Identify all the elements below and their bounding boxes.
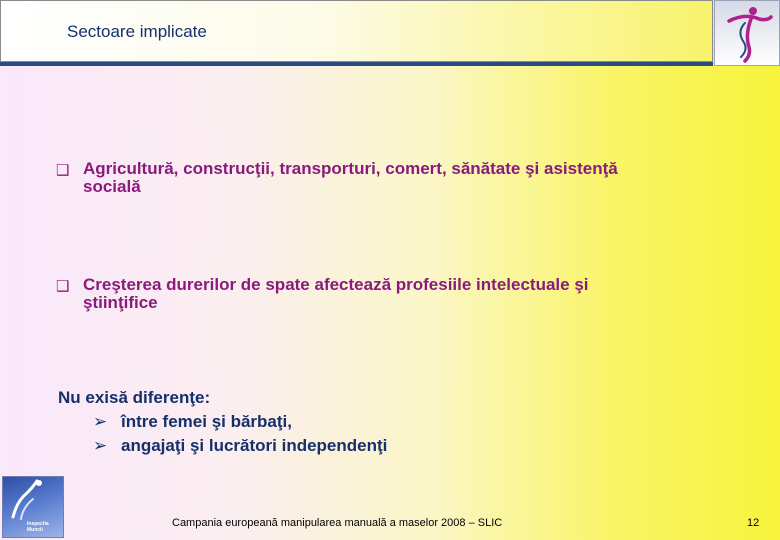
header-rule (0, 62, 713, 66)
arrow-bullet-icon: ➢ (93, 412, 108, 432)
bullet-item: ❑ Creşterea durerilor de spate afectează profesiile intelectuale şi ştiinţifice (56, 275, 589, 312)
no-difference-heading: Nu exisă diferenţe: (58, 388, 211, 407)
checkbox-bullet-icon: ❑ (56, 161, 70, 179)
checkbox-bullet-icon: ❑ (56, 277, 70, 295)
sub-item: ➢ între femei şi bărbaţi, (93, 412, 292, 432)
bullet-item: ❑ Agricultură, construcţii, transporturi, comert, sănătate şi asistenţă socială (56, 159, 618, 196)
page-number: 12 (747, 517, 760, 529)
footer-text: Campania europeană manipularea manuală a maselor 2008 – SLIC (172, 517, 503, 529)
inspection-logo-icon: Inspectia Muncii (2, 476, 64, 538)
sub-item: ➢ angajaţi şi lucrători independenţi (93, 436, 388, 456)
slide-title: Sectoare implicate (67, 22, 207, 41)
arrow-bullet-icon: ➢ (93, 436, 108, 456)
logo-figure-icon (714, 0, 780, 66)
